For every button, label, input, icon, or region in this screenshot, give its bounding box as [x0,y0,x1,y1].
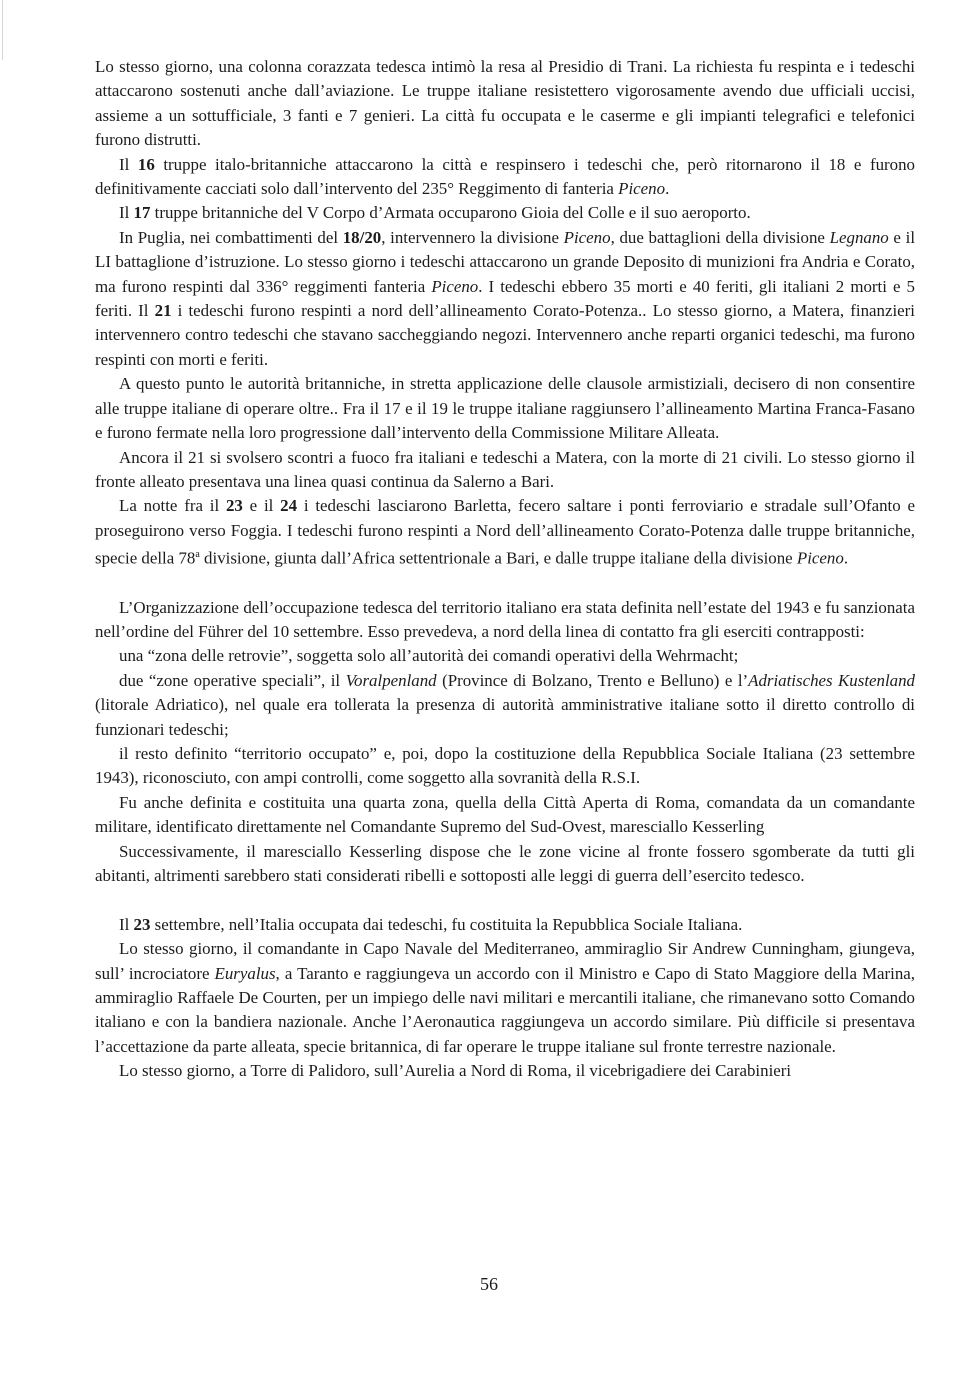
italic-term: Voralpenland [345,670,437,690]
paragraph [95,644,915,668]
text-run: truppe italo-britanniche attaccarono la città e respinsero i tedeschi che, però ritornarono il 18 e furono definitivamente cacciati solo dall’intervento del 235° Reggimento di fanteria [95,154,915,199]
italic-term: Piceno [796,548,844,568]
text-run: In Puglia, nei combattimenti del [119,227,343,247]
text-run: Fu anche definita e costituita una quarta zona, quella della Città Aperta di Roma, comandata da un comandante militare, identificato direttamente nel Comandante Supremo del Sud-Ovest, maresciallo Kesserling [95,792,915,837]
section-gap [95,571,915,595]
italic-term: Legnano [829,227,889,247]
text-run: (litorale Adriatico), nel quale era tollerata la presenza di autorità amministrative italiane sotto il diretto controllo di funzionari tedeschi; [95,695,915,739]
text-run: e il LI battaglione d’istruzione. Lo stesso giorno i tedeschi attaccarono un grande Deposito di munizioni fra Andria e Corato, ma furono respinti dal 336° reggimenti fanteria [95,227,916,296]
paragraph [95,372,915,445]
text-run: Ancora il 21 si svolsero scontri a fuoco fra italiani e tedeschi a Matera, con la morte di 21 civili. Lo stesso giorno il fronte alleato presentava una linea quasi continua da Salerno a Bari. [95,447,915,491]
paragraph [95,742,915,791]
bold-date: 17 [133,203,151,223]
text-run: , a Taranto e raggiungeva un accordo con il Ministro e Capo di Stato Maggiore della Marina, ammiraglio Raffaele De Courten, per un impiego delle navi militari e mercantili italiane, che rimanevano sotto Comando italiano e con la bandiera nazionale. Anche l’Aeronautica raggiungeva un accordo similare. Più difficile si presentava l’accettazione da parte alleata, specie britannica, di far operare le truppe italiane sul fronte terrestre nazionale. [95,963,915,1056]
text-run: Il [119,914,134,934]
text-run: i tedeschi furono respinti a nord dell’allineamento Corato-Potenza.. Lo stesso giorno, a Matera, finanzieri intervennero contro tedeschi che stavano saccheggiando negozi. Intervennero anche reparti organici tedeschi, ma furono respinti con morti e feriti. [95,301,915,369]
text-run: divisione, giunta dall’Africa settentrionale a Bari, e dalle truppe italiane della divisione [199,548,797,568]
italic-term: Piceno [563,227,611,247]
text-run: Il [119,203,134,223]
ordinal-superscript: a [195,549,200,561]
paragraph [95,596,915,645]
page-body [95,55,915,1084]
text-run: (Province di Bolzano, Trento e Belluno) e l’ [436,670,749,690]
text-run: i tedeschi lasciarono Barletta, fecero saltare i ponti ferroviario e stradale sull’Ofanto e proseguirono verso Foggia. I tedeschi furono respinti a Nord dell’allineamento Corato-Potenza dalle truppe britanniche, specie della 78 [95,496,915,568]
page-number: 56 [480,1274,498,1294]
bold-date: 18/20 [342,227,382,247]
paragraph [95,913,915,937]
text-run: una “zona delle retrovie”, soggetta solo all’autorità dei comandi operativi della Wehrmacht; [119,646,739,666]
text-run: truppe britanniche del V Corpo d’Armata occuparono Gioia del Colle e il suo aeroporto. [150,203,751,223]
text-run: , due battaglioni della divisione [610,227,830,247]
scan-edge-mark [2,0,3,60]
text-run: Successivamente, il maresciallo Kesserling dispose che le zone vicine al fronte fossero sgomberate da tutti gli abitanti, altrimenti sarebbero stati considerati ribelli e sottoposti alle leggi di guerra dell’esercito tedesco. [95,841,915,886]
text-run: Lo stesso giorno, a Torre di Palidoro, sull’Aurelia a Nord di Roma, il vicebrigadiere dei Carabinieri [119,1061,792,1081]
paragraph [95,446,915,495]
text-run: e il [242,496,281,516]
text-run: . [665,179,670,199]
paragraph [95,669,915,742]
text-run: settembre, nell’Italia occupata dai tedeschi, fu costituita la Repubblica Sociale Italiana. [150,914,743,934]
section-gap [95,888,915,912]
text-run: Lo stesso giorno, una colonna corazzata tedesca intimò la resa al Presidio di Trani. La richiesta fu respinta e i tedeschi attaccarono sostenuti anche dall’aviazione. Le truppe italiane resistettero vigorosamente avendo due ufficiali uccisi, assieme a un sottufficiale, 3 fanti e 7 genieri. La città fu occupata e le caserme e gli impianti telegrafici e telefonici furono distrutti. [95,57,915,150]
bold-date: 24 [280,496,298,516]
bold-date: 23 [133,914,151,934]
text-run: il resto definito “territorio occupato” e, poi, dopo la costituzione della Repubblica Sociale Italiana (23 settembre 1943), riconosciuto, con ampi controlli, come soggetto alla sovranità della R.S.I. [95,743,915,788]
italic-term: Adriatisches Kustenland [748,670,915,690]
text-run: due “zone operative speciali”, il [119,670,346,690]
paragraph [95,55,915,153]
bold-date: 23 [225,496,243,516]
italic-term: Piceno [431,276,479,296]
paragraph [95,201,915,225]
text-run: . I tedeschi ebbero 35 morti e 40 feriti, gli italiani 2 morti e 5 feriti. Il [95,276,915,321]
text-run: Il [119,154,138,174]
paragraph [95,226,915,372]
paragraph [95,937,915,1059]
text-run: Lo stesso giorno, il comandante in Capo Navale del Mediterraneo, ammiraglio Sir Andrew Cunningham, giungeva, sull’ incrociatore [95,939,915,983]
paragraph [95,494,915,571]
bold-date: 16 [137,154,155,174]
text-run: A questo punto le autorità britanniche, in stretta applicazione delle clausole armistiziali, decisero di non consentire alle truppe italiane di operare oltre.. Fra il 17 e il 19 le truppe italiane raggiunsero l’allineamento Martina Franca-Fasano e furono fermate nella loro progressione dall’intervento della Commissione Militare Alleata. [95,374,915,443]
paragraph [95,1059,915,1083]
italic-term: Piceno [618,179,666,199]
bold-date: 21 [154,301,172,321]
text-run: L’Organizzazione dell’occupazione tedesca del territorio italiano era stata definita nell’estate del 1943 e fu sanzionata nell’ordine del Führer del 10 settembre. Esso prevedeva, a nord della linea di contatto fra gli eserciti contrapposti: [95,597,915,641]
paragraph [95,840,915,889]
paragraph [95,153,915,202]
text-run: , intervennero la divisione [381,227,564,247]
text-run: . [843,548,849,568]
paragraph [95,791,915,840]
text-run: La notte fra il [119,496,226,516]
italic-term: Euryalus [214,963,276,983]
